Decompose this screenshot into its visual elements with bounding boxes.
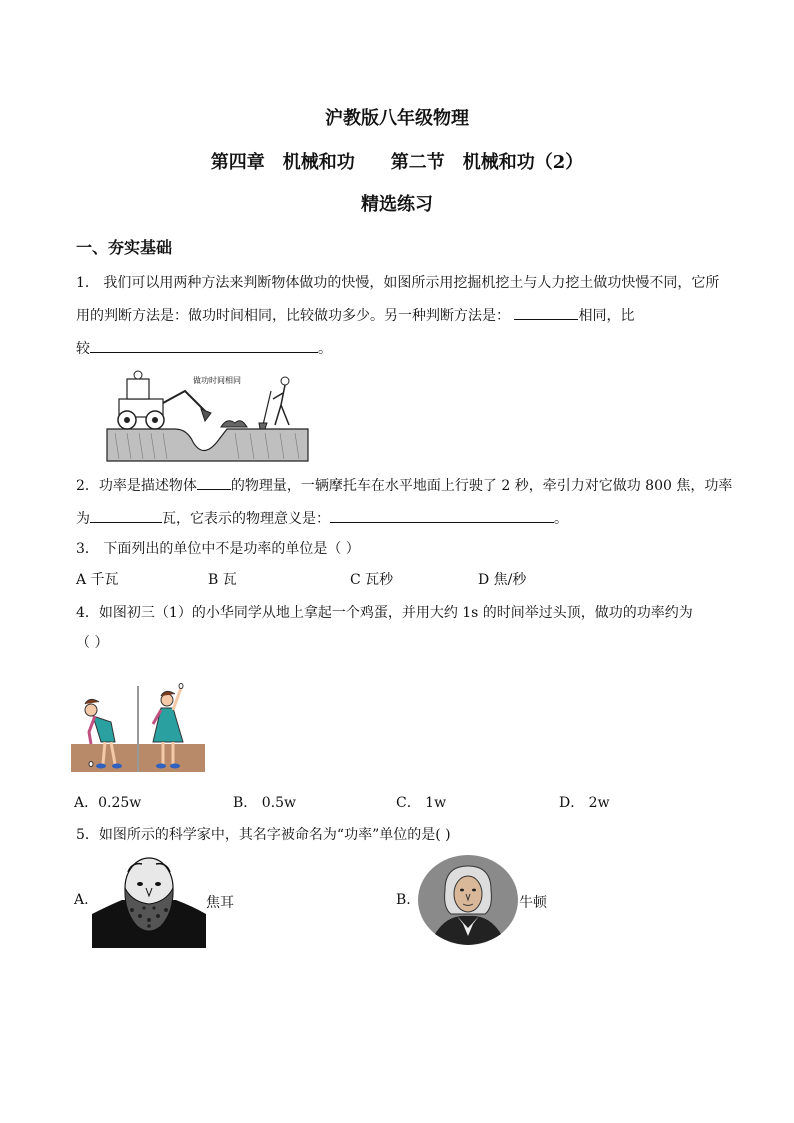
q1-line2-tail: 相同，比 [578,308,635,324]
q1-line3-text: 较 [76,341,90,357]
q4-option-d[interactable]: D． 2w [559,795,610,811]
q2-line2-mid: 瓦，它表示的物理意义是： [162,511,330,527]
chapter-heading: 第四章 机械和功 第二节 机械和功（2） [210,152,584,173]
q3-option-b[interactable]: B 瓦 [208,572,237,588]
q3-option-d[interactable]: D 焦/秒 [478,572,527,588]
q3-option-c[interactable]: C 瓦秒 [350,572,394,588]
q4-option-a[interactable]: A．0.25w [74,795,142,811]
q3-option-a[interactable]: A 千瓦 [76,572,119,588]
q1-line3-tail: 。 [318,341,332,357]
q2-blank-2[interactable] [90,508,162,523]
q1-line3 [76,338,332,358]
q2-line2-tail: 。 [554,511,568,527]
q1-blank-1[interactable] [514,305,578,320]
q4-paren: （ ） [76,635,109,651]
q5-option-b-letter[interactable]: B. [396,892,411,908]
q5-option-a-letter[interactable]: A. [74,892,89,908]
q5-stem: 5．如图所示的科学家中，其名字被命名为“功率”单位的是( ) [76,827,451,843]
figure-caption: 做功时间相同 [193,376,241,385]
q2-blank-3[interactable] [330,508,554,523]
girl-lifting-egg-figure [71,682,209,774]
q1-line1: 1． 我们可以用两种方法来判断物体做功的快慢，如图所示用挖掘机挖土与人力挖土做功快慢不同，它所 [76,275,720,291]
q3-stem: 3． 下面列出的单位中不是功率的单位是（ ） [76,541,360,557]
q2-blank-1[interactable] [197,475,231,490]
q2-line2-text: 为 [76,511,90,527]
doc-subtitle: 精选练习 [361,194,433,215]
q5-option-a-name[interactable]: 焦耳 [206,895,234,911]
q1-line2-text: 用的判断方法是：做功时间相同，比较做功多少。另一种判断方法是： [76,308,515,324]
joule-portrait [92,852,206,948]
q1-line2 [76,305,634,325]
newton-portrait [417,854,519,946]
doc-title: 沪教版八年级物理 [325,108,469,129]
q1-blank-2[interactable] [90,338,318,353]
excavator-figure [105,367,310,463]
q2-line1 [76,475,732,495]
q4-option-b[interactable]: B． 0.5w [233,795,296,811]
section-heading: 一、夯实基础 [76,238,173,257]
q2-line1-tail: 的物理量，一辆摩托车在水平地面上行驶了 2 秒，牵引力对它做功 800 焦，功率 [230,478,733,494]
q2-line2 [76,508,568,528]
q4-stem: 4．如图初三（1）的小华同学从地上拿起一个鸡蛋，并用大约 1s 的时间举过头顶，做功的功率约为 [76,605,693,621]
q5-option-b-name[interactable]: 牛顿 [519,895,547,911]
q4-option-c[interactable]: C． 1w [396,795,447,811]
q2-line1-text: 2．功率是描述物体 [76,478,197,494]
